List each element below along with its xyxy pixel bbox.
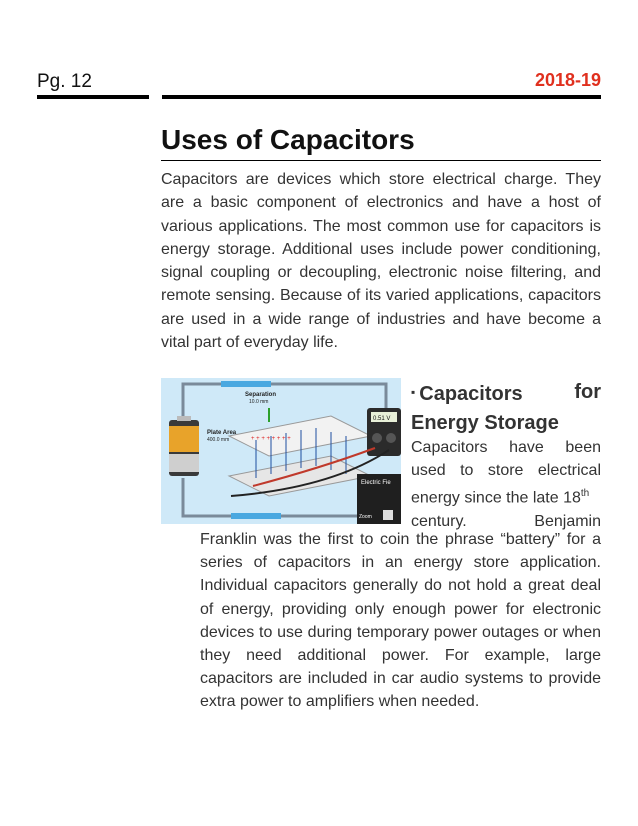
side-last-left: century.	[411, 512, 467, 530]
intro-paragraph: Capacitors are devices which store electrical charge. They are a basic component of electronics and have a host of various applications. The most common use for capacitors is energy storage. Additional uses include power conditioning, signal coupling or decoupling, electronic noise filtering, and remote sensing. Because of its varied applications, capacitors are used in a wide range of industries and have become a vital part of everyday life.	[161, 171, 601, 352]
electric-field-label: Electric Fie	[361, 480, 391, 486]
plate-area-value: 400.0 mm	[207, 437, 230, 443]
side-text: Capacitors have been used to store electrical energy since the late 18	[411, 439, 601, 507]
year-label: 2018-19	[534, 70, 601, 90]
heading-word-capacitors: Capacitors	[419, 383, 523, 405]
header-rule-left	[37, 95, 149, 99]
capacitor-illustration	[161, 378, 401, 524]
heading-line-2: Energy Storage	[411, 412, 559, 434]
capacitor-figure	[161, 378, 401, 524]
zoom-label: Zoom	[359, 514, 372, 520]
title-underline	[161, 160, 601, 161]
meter-reading: 0.51 V	[373, 416, 391, 422]
separation-label: Separation	[245, 392, 277, 398]
separation-value: 10.0 mm	[249, 399, 269, 405]
side-paragraph	[411, 436, 601, 533]
body-paragraph: Franklin was the first to coin the phrase “battery” for a series of capacitors in an energy store application. Individual capacitors generally do not hold a great deal of energy, providing only enough power for electronic devices to use during temporary power outages or when they need additional power. For example, large capacitors are included in car audio systems to provide extra power to amplifiers when needed.	[200, 531, 601, 711]
page-title: Uses of Capacitors	[161, 124, 415, 155]
bullet-icon: ▪	[411, 385, 416, 399]
heading-word-for: for	[574, 381, 601, 403]
header-rule-right	[162, 95, 601, 99]
svg-text:+ + + + + + + +: + + + + + + + +	[251, 436, 291, 442]
side-last-right: Benjamin	[534, 512, 601, 530]
page-number: Pg. 12	[37, 71, 92, 92]
superscript-th: th	[580, 488, 590, 500]
section-heading	[411, 378, 601, 438]
plate-area-label: Plate Area	[207, 430, 237, 436]
